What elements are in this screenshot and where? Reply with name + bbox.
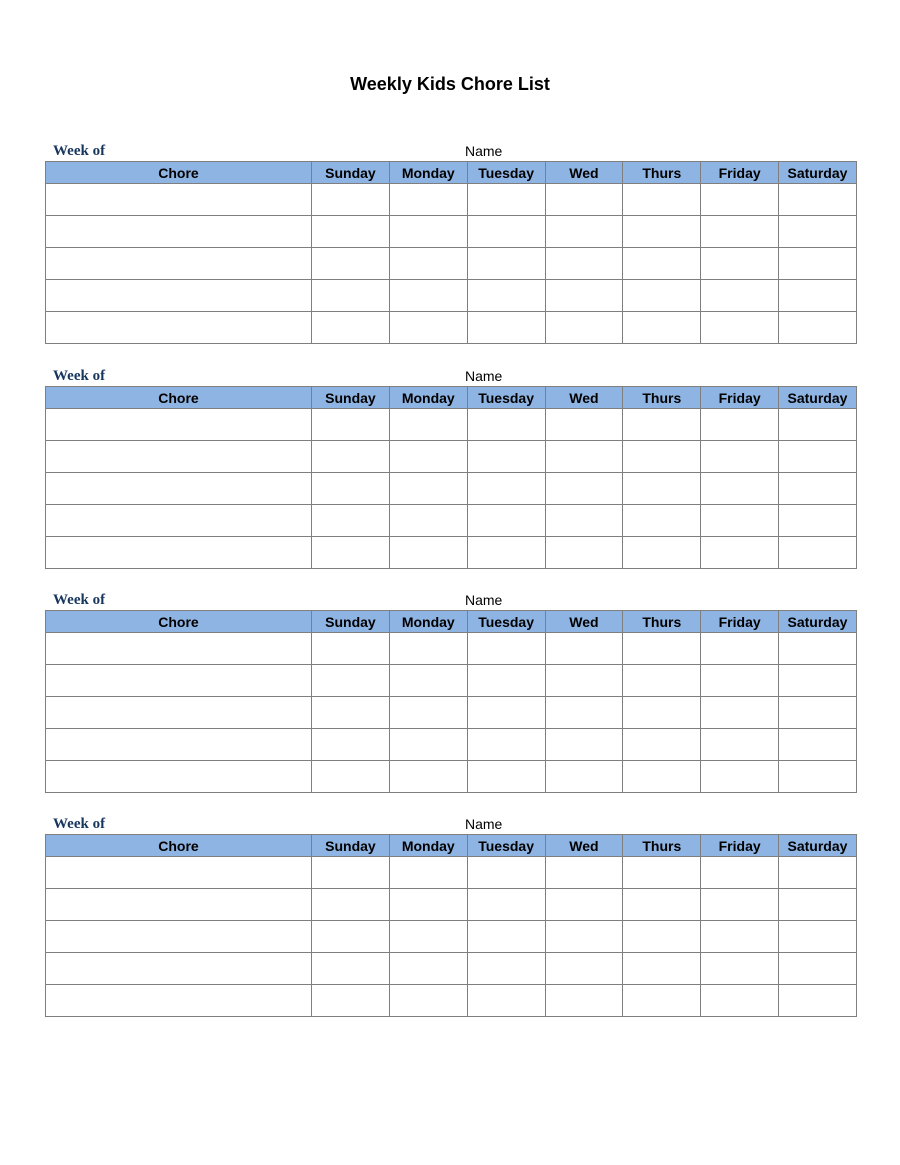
table-row bbox=[46, 761, 857, 793]
column-header-wed: Wed bbox=[545, 387, 623, 409]
table-header-row bbox=[46, 611, 857, 633]
day-check-cell[interactable] bbox=[389, 729, 467, 761]
day-check-cell[interactable] bbox=[545, 953, 623, 985]
table-row bbox=[46, 857, 857, 889]
table-row bbox=[46, 537, 857, 569]
day-check-cell[interactable] bbox=[779, 312, 857, 344]
day-check-cell[interactable] bbox=[312, 473, 390, 505]
day-check-cell[interactable] bbox=[701, 280, 779, 312]
day-check-cell[interactable] bbox=[545, 761, 623, 793]
table-row bbox=[46, 505, 857, 537]
column-header-sunday: Sunday bbox=[312, 611, 390, 633]
week-section bbox=[45, 366, 856, 569]
chore-table bbox=[45, 610, 857, 793]
week-section bbox=[45, 814, 856, 1017]
day-check-cell[interactable] bbox=[545, 537, 623, 569]
day-check-cell[interactable] bbox=[623, 184, 701, 216]
column-header-thurs: Thurs bbox=[623, 387, 701, 409]
day-check-cell[interactable] bbox=[701, 697, 779, 729]
day-check-cell[interactable] bbox=[701, 312, 779, 344]
column-header-wed: Wed bbox=[545, 835, 623, 857]
day-check-cell[interactable] bbox=[312, 953, 390, 985]
day-check-cell[interactable] bbox=[779, 953, 857, 985]
day-check-cell[interactable] bbox=[623, 409, 701, 441]
column-header-sunday: Sunday bbox=[312, 835, 390, 857]
chore-cell[interactable] bbox=[46, 280, 312, 312]
column-header-thurs: Thurs bbox=[623, 162, 701, 184]
day-check-cell[interactable] bbox=[623, 312, 701, 344]
day-check-cell[interactable] bbox=[312, 312, 390, 344]
day-check-cell[interactable] bbox=[779, 441, 857, 473]
table-row bbox=[46, 441, 857, 473]
column-header-saturday: Saturday bbox=[779, 162, 857, 184]
day-check-cell[interactable] bbox=[467, 280, 545, 312]
chore-cell[interactable] bbox=[46, 473, 312, 505]
day-check-cell[interactable] bbox=[467, 505, 545, 537]
day-check-cell[interactable] bbox=[701, 633, 779, 665]
day-check-cell[interactable] bbox=[312, 505, 390, 537]
chore-cell[interactable] bbox=[46, 665, 312, 697]
day-check-cell[interactable] bbox=[779, 985, 857, 1017]
day-check-cell[interactable] bbox=[779, 665, 857, 697]
chore-cell[interactable] bbox=[46, 857, 312, 889]
day-check-cell[interactable] bbox=[623, 537, 701, 569]
day-check-cell[interactable] bbox=[389, 953, 467, 985]
day-check-cell[interactable] bbox=[701, 985, 779, 1017]
table-row bbox=[46, 665, 857, 697]
day-check-cell[interactable] bbox=[779, 248, 857, 280]
column-header-saturday: Saturday bbox=[779, 835, 857, 857]
day-check-cell[interactable] bbox=[701, 409, 779, 441]
table-row bbox=[46, 409, 857, 441]
name-label: Name bbox=[465, 816, 503, 832]
day-check-cell[interactable] bbox=[779, 761, 857, 793]
chore-cell[interactable] bbox=[46, 184, 312, 216]
day-check-cell[interactable] bbox=[467, 184, 545, 216]
chore-cell[interactable] bbox=[46, 441, 312, 473]
day-check-cell[interactable] bbox=[701, 216, 779, 248]
day-check-cell[interactable] bbox=[467, 216, 545, 248]
day-check-cell[interactable] bbox=[467, 409, 545, 441]
day-check-cell[interactable] bbox=[701, 184, 779, 216]
week-of-label: Week of bbox=[53, 592, 106, 608]
day-check-cell[interactable] bbox=[312, 729, 390, 761]
week-of-label: Week of bbox=[53, 816, 106, 832]
table-row bbox=[46, 280, 857, 312]
day-check-cell[interactable] bbox=[389, 761, 467, 793]
day-check-cell[interactable] bbox=[701, 857, 779, 889]
day-check-cell[interactable] bbox=[545, 473, 623, 505]
week-section-header bbox=[45, 590, 856, 610]
chore-cell[interactable] bbox=[46, 312, 312, 344]
table-row bbox=[46, 312, 857, 344]
chore-cell[interactable] bbox=[46, 953, 312, 985]
day-check-cell[interactable] bbox=[545, 505, 623, 537]
table-row bbox=[46, 729, 857, 761]
day-check-cell[interactable] bbox=[545, 312, 623, 344]
table-row bbox=[46, 184, 857, 216]
week-of-label: Week of bbox=[53, 143, 106, 159]
column-header-sunday: Sunday bbox=[312, 162, 390, 184]
day-check-cell[interactable] bbox=[312, 633, 390, 665]
column-header-monday: Monday bbox=[389, 835, 467, 857]
column-header-chore: Chore bbox=[46, 387, 312, 409]
chore-cell[interactable] bbox=[46, 505, 312, 537]
column-header-thurs: Thurs bbox=[623, 611, 701, 633]
day-check-cell[interactable] bbox=[779, 505, 857, 537]
chore-cell[interactable] bbox=[46, 729, 312, 761]
day-check-cell[interactable] bbox=[545, 184, 623, 216]
day-check-cell[interactable] bbox=[623, 729, 701, 761]
day-check-cell[interactable] bbox=[312, 985, 390, 1017]
day-check-cell[interactable] bbox=[312, 537, 390, 569]
day-check-cell[interactable] bbox=[312, 216, 390, 248]
week-section bbox=[45, 590, 856, 793]
day-check-cell[interactable] bbox=[779, 216, 857, 248]
chore-cell[interactable] bbox=[46, 697, 312, 729]
day-check-cell[interactable] bbox=[467, 889, 545, 921]
day-check-cell[interactable] bbox=[467, 985, 545, 1017]
day-check-cell[interactable] bbox=[779, 697, 857, 729]
column-header-tuesday: Tuesday bbox=[467, 835, 545, 857]
column-header-chore: Chore bbox=[46, 611, 312, 633]
chore-cell[interactable] bbox=[46, 537, 312, 569]
day-check-cell[interactable] bbox=[312, 697, 390, 729]
day-check-cell[interactable] bbox=[389, 280, 467, 312]
column-header-wed: Wed bbox=[545, 611, 623, 633]
day-check-cell[interactable] bbox=[467, 857, 545, 889]
day-check-cell[interactable] bbox=[701, 921, 779, 953]
day-check-cell[interactable] bbox=[623, 473, 701, 505]
day-check-cell[interactable] bbox=[312, 921, 390, 953]
day-check-cell[interactable] bbox=[623, 441, 701, 473]
day-check-cell[interactable] bbox=[389, 473, 467, 505]
day-check-cell[interactable] bbox=[701, 473, 779, 505]
day-check-cell[interactable] bbox=[467, 697, 545, 729]
day-check-cell[interactable] bbox=[623, 216, 701, 248]
column-header-wed: Wed bbox=[545, 162, 623, 184]
day-check-cell[interactable] bbox=[312, 761, 390, 793]
day-check-cell[interactable] bbox=[701, 441, 779, 473]
day-check-cell[interactable] bbox=[701, 248, 779, 280]
day-check-cell[interactable] bbox=[623, 889, 701, 921]
chore-cell[interactable] bbox=[46, 248, 312, 280]
column-header-monday: Monday bbox=[389, 162, 467, 184]
day-check-cell[interactable] bbox=[701, 665, 779, 697]
day-check-cell[interactable] bbox=[312, 409, 390, 441]
column-header-friday: Friday bbox=[701, 835, 779, 857]
day-check-cell[interactable] bbox=[623, 665, 701, 697]
day-check-cell[interactable] bbox=[623, 248, 701, 280]
day-check-cell[interactable] bbox=[312, 248, 390, 280]
column-header-chore: Chore bbox=[46, 162, 312, 184]
day-check-cell[interactable] bbox=[545, 248, 623, 280]
day-check-cell[interactable] bbox=[623, 280, 701, 312]
day-check-cell[interactable] bbox=[779, 184, 857, 216]
column-header-saturday: Saturday bbox=[779, 387, 857, 409]
chore-cell[interactable] bbox=[46, 216, 312, 248]
chore-cell[interactable] bbox=[46, 985, 312, 1017]
day-check-cell[interactable] bbox=[623, 633, 701, 665]
day-check-cell[interactable] bbox=[389, 248, 467, 280]
day-check-cell[interactable] bbox=[389, 184, 467, 216]
day-check-cell[interactable] bbox=[779, 280, 857, 312]
day-check-cell[interactable] bbox=[467, 473, 545, 505]
column-header-tuesday: Tuesday bbox=[467, 387, 545, 409]
table-row bbox=[46, 985, 857, 1017]
table-row bbox=[46, 697, 857, 729]
week-section-header bbox=[45, 814, 856, 834]
column-header-friday: Friday bbox=[701, 611, 779, 633]
day-check-cell[interactable] bbox=[389, 985, 467, 1017]
day-check-cell[interactable] bbox=[389, 697, 467, 729]
day-check-cell[interactable] bbox=[545, 857, 623, 889]
day-check-cell[interactable] bbox=[623, 953, 701, 985]
day-check-cell[interactable] bbox=[623, 761, 701, 793]
day-check-cell[interactable] bbox=[389, 889, 467, 921]
table-row bbox=[46, 473, 857, 505]
day-check-cell[interactable] bbox=[701, 889, 779, 921]
day-check-cell[interactable] bbox=[545, 441, 623, 473]
column-header-monday: Monday bbox=[389, 387, 467, 409]
day-check-cell[interactable] bbox=[312, 184, 390, 216]
day-check-cell[interactable] bbox=[467, 312, 545, 344]
week-section bbox=[45, 141, 856, 344]
chore-cell[interactable] bbox=[46, 633, 312, 665]
day-check-cell[interactable] bbox=[467, 665, 545, 697]
day-check-cell[interactable] bbox=[545, 280, 623, 312]
day-check-cell[interactable] bbox=[623, 697, 701, 729]
day-check-cell[interactable] bbox=[545, 985, 623, 1017]
table-row bbox=[46, 921, 857, 953]
table-row bbox=[46, 953, 857, 985]
column-header-tuesday: Tuesday bbox=[467, 162, 545, 184]
day-check-cell[interactable] bbox=[623, 505, 701, 537]
day-check-cell[interactable] bbox=[545, 665, 623, 697]
day-check-cell[interactable] bbox=[545, 697, 623, 729]
week-section-header bbox=[45, 366, 856, 386]
chore-table bbox=[45, 161, 857, 344]
day-check-cell[interactable] bbox=[467, 248, 545, 280]
chore-cell[interactable] bbox=[46, 921, 312, 953]
day-check-cell[interactable] bbox=[779, 537, 857, 569]
day-check-cell[interactable] bbox=[467, 921, 545, 953]
table-row bbox=[46, 633, 857, 665]
day-check-cell[interactable] bbox=[701, 729, 779, 761]
day-check-cell[interactable] bbox=[467, 729, 545, 761]
day-check-cell[interactable] bbox=[389, 505, 467, 537]
column-header-sunday: Sunday bbox=[312, 387, 390, 409]
page-title: Weekly Kids Chore List bbox=[350, 74, 550, 94]
day-check-cell[interactable] bbox=[779, 857, 857, 889]
day-check-cell[interactable] bbox=[545, 889, 623, 921]
day-check-cell[interactable] bbox=[389, 441, 467, 473]
table-row bbox=[46, 889, 857, 921]
day-check-cell[interactable] bbox=[389, 633, 467, 665]
day-check-cell[interactable] bbox=[389, 665, 467, 697]
table-header-row bbox=[46, 835, 857, 857]
day-check-cell[interactable] bbox=[545, 921, 623, 953]
day-check-cell[interactable] bbox=[779, 921, 857, 953]
day-check-cell[interactable] bbox=[389, 312, 467, 344]
day-check-cell[interactable] bbox=[389, 537, 467, 569]
day-check-cell[interactable] bbox=[389, 216, 467, 248]
chore-table bbox=[45, 834, 857, 1017]
day-check-cell[interactable] bbox=[545, 409, 623, 441]
day-check-cell[interactable] bbox=[545, 633, 623, 665]
day-check-cell[interactable] bbox=[779, 473, 857, 505]
column-header-chore: Chore bbox=[46, 835, 312, 857]
day-check-cell[interactable] bbox=[467, 441, 545, 473]
day-check-cell[interactable] bbox=[467, 953, 545, 985]
column-header-saturday: Saturday bbox=[779, 611, 857, 633]
day-check-cell[interactable] bbox=[623, 857, 701, 889]
column-header-thurs: Thurs bbox=[623, 835, 701, 857]
column-header-friday: Friday bbox=[701, 162, 779, 184]
name-label: Name bbox=[465, 143, 503, 159]
column-header-monday: Monday bbox=[389, 611, 467, 633]
day-check-cell[interactable] bbox=[389, 857, 467, 889]
chore-table bbox=[45, 386, 857, 569]
column-header-tuesday: Tuesday bbox=[467, 611, 545, 633]
day-check-cell[interactable] bbox=[312, 441, 390, 473]
day-check-cell[interactable] bbox=[312, 857, 390, 889]
table-header-row bbox=[46, 162, 857, 184]
day-check-cell[interactable] bbox=[779, 729, 857, 761]
day-check-cell[interactable] bbox=[389, 409, 467, 441]
name-label: Name bbox=[465, 368, 503, 384]
day-check-cell[interactable] bbox=[467, 537, 545, 569]
chore-cell[interactable] bbox=[46, 889, 312, 921]
day-check-cell[interactable] bbox=[779, 633, 857, 665]
day-check-cell[interactable] bbox=[545, 216, 623, 248]
day-check-cell[interactable] bbox=[779, 889, 857, 921]
table-row bbox=[46, 248, 857, 280]
day-check-cell[interactable] bbox=[623, 985, 701, 1017]
day-check-cell[interactable] bbox=[467, 761, 545, 793]
day-check-cell[interactable] bbox=[312, 280, 390, 312]
day-check-cell[interactable] bbox=[701, 505, 779, 537]
chore-cell[interactable] bbox=[46, 761, 312, 793]
week-section-header bbox=[45, 141, 856, 161]
day-check-cell[interactable] bbox=[623, 921, 701, 953]
day-check-cell[interactable] bbox=[701, 953, 779, 985]
day-check-cell[interactable] bbox=[312, 889, 390, 921]
week-of-label: Week of bbox=[53, 368, 106, 384]
day-check-cell[interactable] bbox=[467, 633, 545, 665]
table-header-row bbox=[46, 387, 857, 409]
column-header-friday: Friday bbox=[701, 387, 779, 409]
table-row bbox=[46, 216, 857, 248]
chore-cell[interactable] bbox=[46, 409, 312, 441]
day-check-cell[interactable] bbox=[701, 761, 779, 793]
day-check-cell[interactable] bbox=[389, 921, 467, 953]
day-check-cell[interactable] bbox=[701, 537, 779, 569]
name-label: Name bbox=[465, 592, 503, 608]
day-check-cell[interactable] bbox=[779, 409, 857, 441]
day-check-cell[interactable] bbox=[312, 665, 390, 697]
day-check-cell[interactable] bbox=[545, 729, 623, 761]
